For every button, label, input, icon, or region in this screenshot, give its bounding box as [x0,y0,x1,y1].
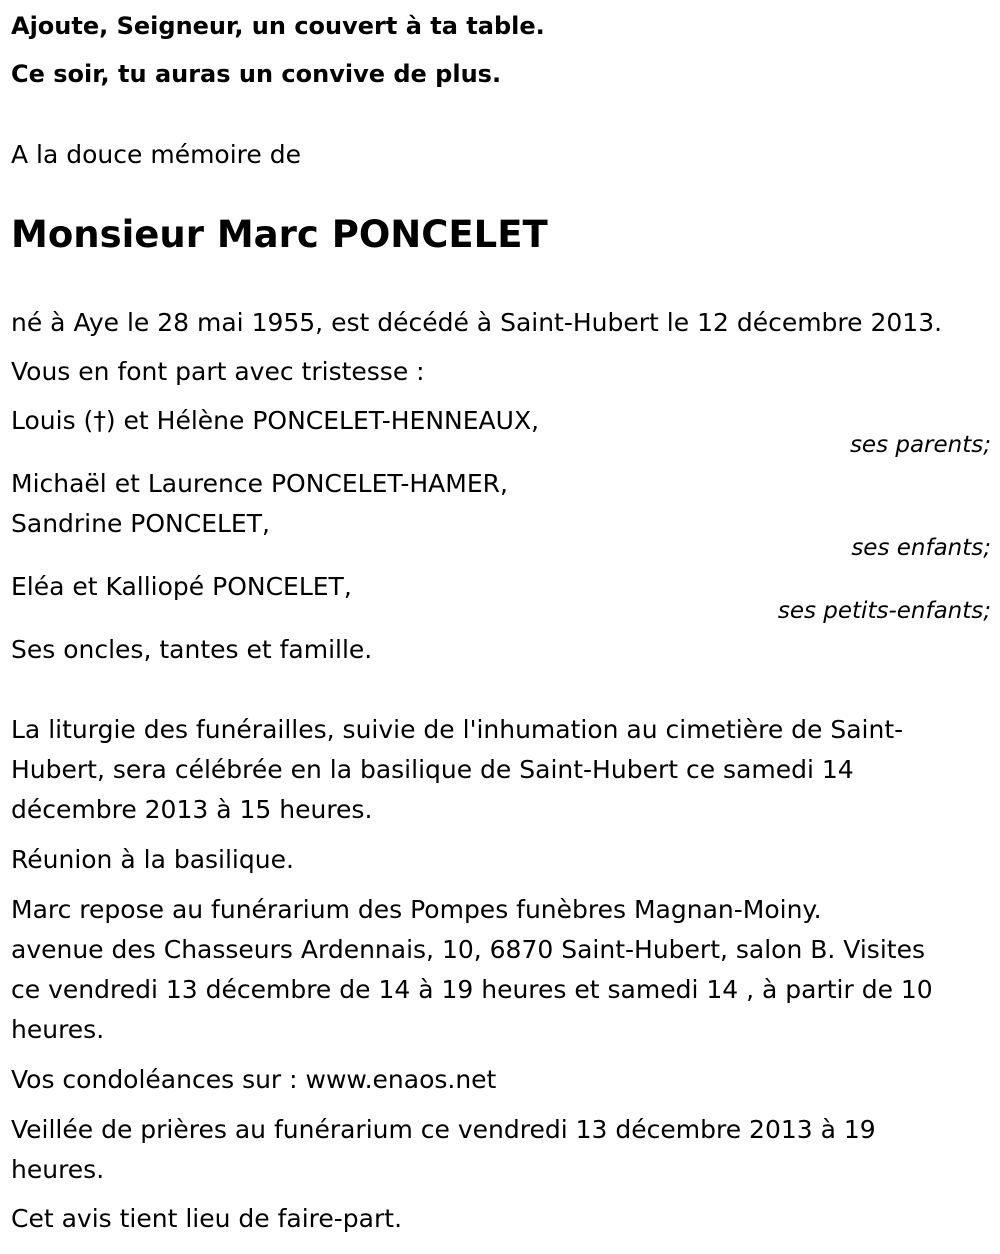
birth-death-text: né à Aye le 28 mai 1955, est décédé à Saint-Hubert le 12 décembre 2013. [11,308,943,337]
repose-line-3: ce vendredi 13 décembre de 14 à 19 heures et samedi 14 , à partir de 10 [11,975,933,1004]
family-children-line-2: Sandrine PONCELET, [11,509,270,538]
family-children-line-1: Michaël et Laurence PONCELET-HAMER, [11,469,508,498]
parents-text-after: ) et Hélène PONCELET-HENNEAUX, [105,406,540,435]
family-grandchildren: Eléa et Kalliopé PONCELET, [11,572,352,601]
relation-children: ses enfants; [851,535,991,561]
repose-line-2: avenue des Chasseurs Ardennais, 10, 6870 Saint-Hubert, salon B. Visites [11,935,925,964]
meeting-text: Réunion à la basilique. [11,845,294,874]
family-extended: Ses oncles, tantes et famille. [11,635,373,664]
vigil-line-2: heures. [11,1155,105,1184]
funeral-line-1: La liturgie des funérailles, suivie de l'inhumation au cimetière de Saint- [11,715,904,744]
repose-line-4: heures. [11,1015,105,1044]
repose-line-1: Marc repose au funérarium des Pompes funèbres Magnan-Moiny. [11,895,822,924]
parents-text-before: Louis ( [11,406,94,435]
deceased-name: Monsieur Marc PONCELET [11,213,548,256]
cross-icon: † [93,406,106,435]
funeral-line-2: Hubert, sera célébrée en la basilique de Saint-Hubert ce samedi 14 [11,755,854,784]
announcement-text: Vous en font part avec tristesse : [11,357,425,386]
funeral-line-3: décembre 2013 à 15 heures. [11,795,373,824]
verse-line-1: Ajoute, Seigneur, un couvert à ta table. [11,12,545,40]
relation-parents: ses parents; [849,432,991,458]
verse-line-2: Ce soir, tu auras un convive de plus. [11,60,502,88]
closing-text: Cet avis tient lieu de faire-part. [11,1204,403,1233]
family-parents [11,401,539,441]
relation-grandchildren: ses petits-enfants; [777,598,991,624]
intro-text: A la douce mémoire de [11,140,301,169]
vigil-line-1: Veillée de prières au funérarium ce vendredi 13 décembre 2013 à 19 [11,1115,876,1144]
condolences-text: Vos condoléances sur : www.enaos.net [11,1065,497,1094]
